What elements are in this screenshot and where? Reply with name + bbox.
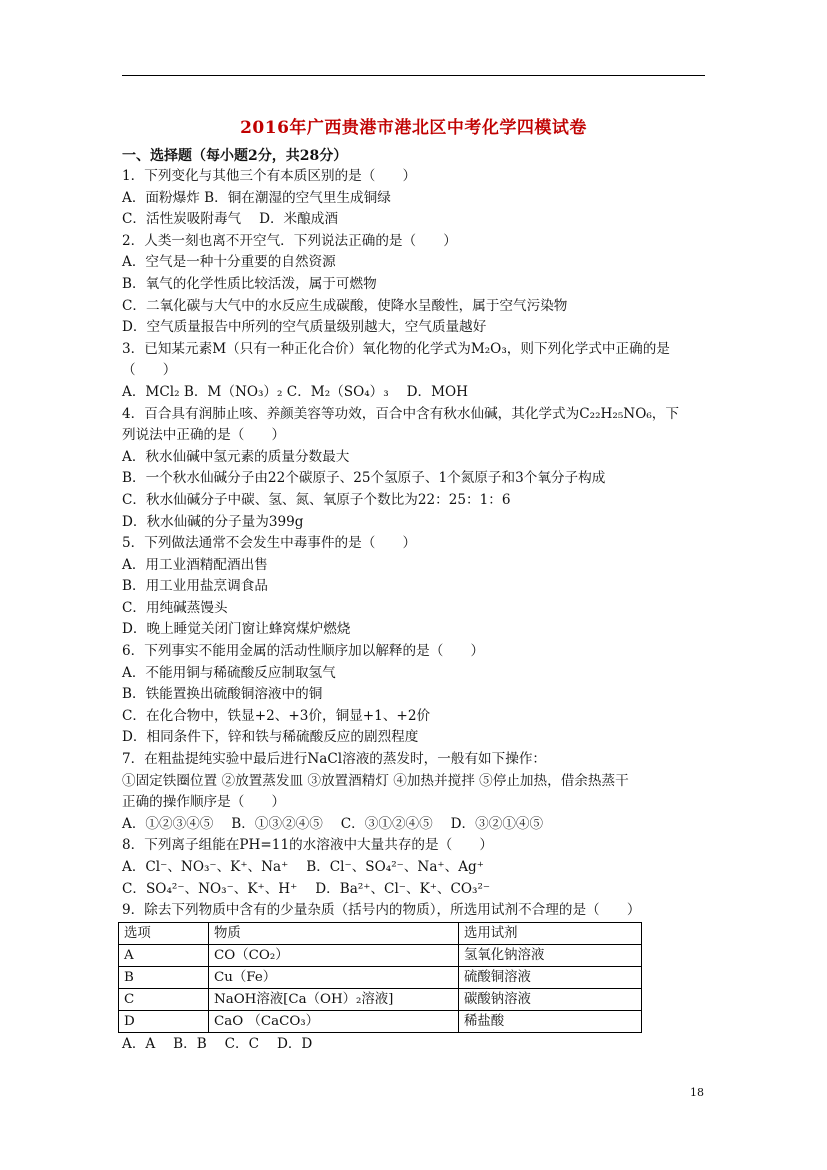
table-cell: 碳酸钠溶液: [459, 989, 642, 1011]
table-row: [119, 945, 642, 967]
table-cell: B: [119, 967, 209, 989]
question-text: [122, 166, 707, 922]
table-cell: CO（CO₂）: [209, 945, 459, 967]
table-cell: CaO （CaCO₃）: [209, 1011, 459, 1033]
text-line: C．二氧化碳与大气中的水反应生成碳酸，使降水呈酸性，属于空气污染物: [122, 297, 568, 314]
text-line: C．SO₄²⁻、NO₃⁻、K⁺、H⁺ D．Ba²⁺、Cl⁻、K⁺、CO₃²⁻: [122, 880, 491, 897]
text-line: A．秋水仙碱中氢元素的质量分数最大: [122, 448, 350, 465]
page-title: 2016年广西贵港市港北区中考化学四模试卷: [240, 118, 587, 138]
text-line: B．铁能置换出硫酸铜溶液中的铜: [122, 686, 323, 703]
text-line: D．相同条件下，锌和铁与稀硫酸反应的剧烈程度: [122, 729, 419, 746]
table-header-row: [119, 923, 642, 945]
text-line: A．空气是一种十分重要的自然资源: [122, 254, 336, 271]
text-line: C．在化合物中，铁显+2、+3价，铜显+1、+2价: [122, 707, 431, 724]
text-line: 4．百合具有润肺止咳、养颜美容等功效，百合中含有秋水仙碱，其化学式为C₂₂H₂₅NO₆，下: [122, 405, 679, 422]
text-line: （ ）: [122, 362, 177, 379]
text-line: 5．下列做法通常不会发生中毒事件的是（ ）: [122, 535, 417, 552]
text-line: 8．下列离子组能在PH=11的水溶液中大量共存的是（ ）: [122, 837, 493, 854]
text-line: C．活性炭吸附毒气 D．米酿成酒: [122, 211, 338, 228]
text-line: B．氧气的化学性质比较活泼，属于可燃物: [122, 275, 377, 292]
table-row: [119, 967, 642, 989]
text-line: 列说法中正确的是（ ）: [122, 427, 286, 444]
table-cell: 稀盐酸: [459, 1011, 642, 1033]
table-cell: 氢氧化钠溶液: [459, 945, 642, 967]
reagent-table: [118, 922, 642, 1033]
answer-options-line: A．A B．B C．C D．D: [122, 1036, 313, 1052]
table-header-cell: 选用试剂: [459, 923, 642, 945]
text-line: A．面粉爆炸 B．铜在潮湿的空气里生成铜绿: [122, 189, 391, 206]
table-row: [119, 989, 642, 1011]
text-line: D．秋水仙碱的分子量为399g: [122, 513, 304, 530]
text-line: B．一个秋水仙碱分子由22个碳原子、25个氢原子、1个氮原子和3个氧分子构成: [122, 470, 606, 487]
table-row: [119, 1011, 642, 1033]
table-cell: NaOH溶液[Ca（OH）₂溶液]: [209, 989, 459, 1011]
text-line: C．秋水仙碱分子中碳、氢、氮、氧原子个数比为22：25：1：6: [122, 491, 511, 508]
table-cell: C: [119, 989, 209, 1011]
text-line: 正确的操作顺序是（ ）: [122, 794, 286, 811]
text-line: A．用工业酒精配酒出售: [122, 556, 268, 573]
text-line: A．不能用铜与稀硫酸反应制取氢气: [122, 664, 336, 681]
text-line: 3．已知某元素M（只有一种正化合价）氧化物的化学式为M₂O₃，则下列化学式中正确的是: [122, 340, 670, 357]
page-number: 18: [690, 1086, 704, 1099]
section-heading: 一、选择题（每小题2分，共28分）: [122, 148, 348, 164]
header-rule: [122, 75, 705, 76]
table-cell: Cu（Fe）: [209, 967, 459, 989]
text-line: D．晚上睡觉关闭门窗让蜂窝煤炉燃烧: [122, 621, 351, 638]
text-line: B．用工业用盐烹调食品: [122, 578, 268, 595]
table-header-cell: 选项: [119, 923, 209, 945]
text-line: A．Cl⁻、NO₃⁻、K⁺、Na⁺ B．Cl⁻、SO₄²⁻、Na⁺、Ag⁺: [122, 859, 484, 875]
text-line: D．空气质量报告中所列的空气质量级别越大，空气质量越好: [122, 319, 487, 336]
text-line: 6．下列事实不能用金属的活动性顺序加以解释的是（ ）: [122, 643, 485, 660]
text-line: C．用纯碱蒸馒头: [122, 599, 228, 616]
text-line: 2．人类一刻也离不开空气．下列说法正确的是（ ）: [122, 232, 457, 249]
table-cell: D: [119, 1011, 209, 1033]
text-line: A．MCl₂ B．M（NO₃）₂ C．M₂（SO₄）₃ D．MOH: [122, 383, 469, 400]
table-cell: 硫酸铜溶液: [459, 967, 642, 989]
text-line: 9．除去下列物质中含有的少量杂质（括号内的物质），所选用试剂不合理的是（ ）: [122, 902, 641, 919]
text-line: 1．下列变化与其他三个有本质区别的是（ ）: [122, 168, 417, 184]
text-line: ①固定铁圈位置 ②放置蒸发皿 ③放置酒精灯 ④加热并搅拌 ⑤停止加热，借余热蒸干: [122, 772, 629, 789]
table-header-cell: 物质: [209, 923, 459, 945]
table-cell: A: [119, 945, 209, 967]
text-line: A．①②③④⑤ B．①③②④⑤ C．③①②④⑤ D．③②①④⑤: [122, 815, 544, 832]
text-line: 7．在粗盐提纯实验中最后进行NaCl溶液的蒸发时，一般有如下操作：: [122, 751, 547, 768]
